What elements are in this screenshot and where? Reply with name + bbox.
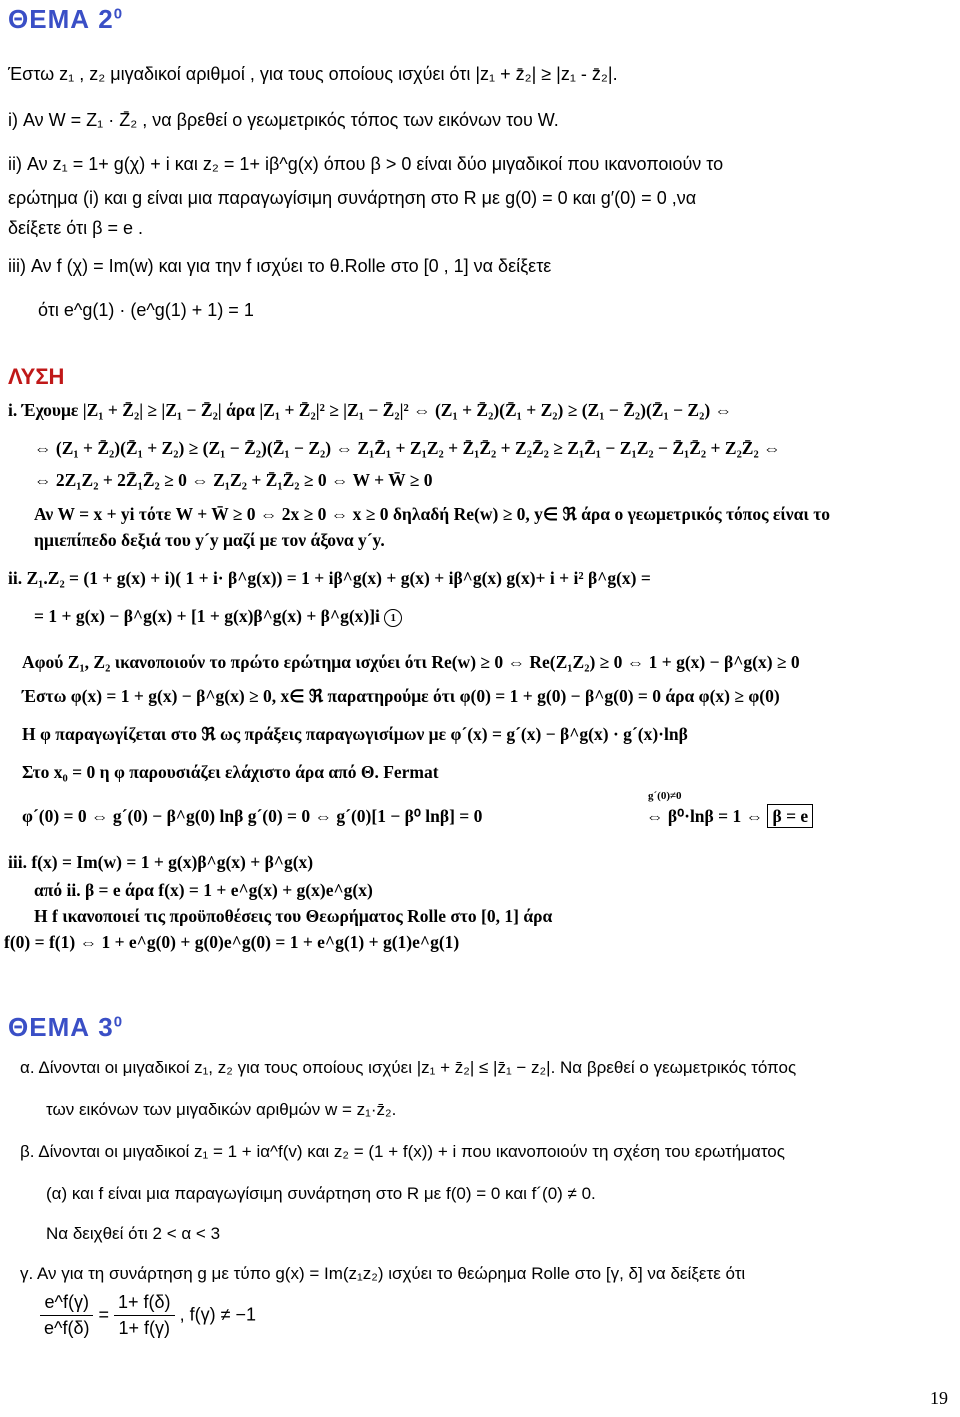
- theme2-question-i: i) Αν W = Z₁ · Z̄₂ , να βρεθεί ο γεωμετρικός τόπος των εικόνων του W.: [8, 110, 559, 130]
- theme2-title-text: ΘΕΜΑ 2: [8, 4, 114, 34]
- left-fraction-denominator: e^f(δ): [44, 1318, 90, 1338]
- solution-ii-line7-end: [646, 806, 813, 827]
- solution-ii-line7-text: φ´(0) = 0 ⇔ g´(0) − β^g(0) lnβ g´(0) = 0 ⇔ g´(0)[1 − β⁰ lnβ] = 0: [22, 806, 483, 826]
- theme3-title: [8, 1012, 123, 1043]
- result-box: β = e: [767, 804, 813, 828]
- right-fraction-numerator: 1+ f(δ): [114, 1292, 175, 1316]
- solution-ii-line3: Αφού Z₁, Z₂ ικανοποιούν το πρώτο ερώτημα ισχύει ότι Re(w) ≥ 0 ⇔ Re(Z₁Z₂) ≥ 0 ⇔ 1 + g(x) − β^g(x) ≥ 0: [22, 652, 800, 672]
- theme2-title: [8, 4, 123, 35]
- solution-i-line4: Αν W = x + yi τότε W + W̄ ≥ 0 ⇔ 2x ≥ 0 ⇔ x ≥ 0 δηλαδή Re(w) ≥ 0, y∈ ℜ άρα ο γεωμετρικός τόπος είναι το: [34, 504, 831, 524]
- left-fraction: [40, 1292, 93, 1339]
- theme2-question-ii-line3: δείξετε ότι β = e .: [8, 218, 144, 238]
- solution-i-line2: ⇔ (Z₁ + Z̄₂)(Z̄₁ + Z₂) ≥ (Z₁ − Z̄₂)(Z̄₁ − Z₂) ⇔ Z₁Z̄₁ + Z₁Z₂ + Z̄₁Z̄₂ + Z₂Z̄₂ ≥ Z₁Z̄₁ − Z₁Z₂ − Z̄₁Z̄₂ + Z₂Z̄₂ ⇔: [34, 438, 781, 458]
- theme3-b-line3: Να δειχθεί ότι 2 < α < 3: [46, 1224, 221, 1243]
- solution-iii-line2: από ii. β = e άρα f(x) = 1 + e^g(x) + g(x)e^g(x): [34, 880, 373, 900]
- solution-ii-line7-conclusion: ⇔ β⁰·lnβ = 1 ⇔: [646, 806, 764, 826]
- solution-ii-line2: [34, 606, 402, 627]
- solution-i-line5: ημιεπίπεδο δεξιά του y´y μαζί με τον άξονα y´y.: [34, 530, 385, 550]
- solution-ii-line1: ii. Z₁.Z₂ = (1 + g(x) + i)( 1 + i· β^g(x)) = 1 + iβ^g(x) + g(x) + iβ^g(x) g(x)+ i + i² β^g(x) =: [8, 568, 651, 588]
- condition: , f(γ) ≠ −1: [179, 1304, 256, 1325]
- theme2-intro: Έστω z₁ , z₂ μιγαδικοί αριθμοί , για τους οποίους ισχύει ότι |z₁ + z̄₂| ≥ |z₁ - z̄₂|.: [8, 64, 618, 84]
- left-fraction-numerator: e^f(γ): [40, 1292, 93, 1316]
- solution-ii-note: g´(0)≠0: [648, 790, 682, 802]
- equals-sign: =: [98, 1304, 109, 1325]
- right-fraction-denominator: 1+ f(γ): [118, 1318, 171, 1338]
- theme3-a-line2: των εικόνων των μιγαδικών αριθμών w = z₁·z̄₂.: [46, 1100, 397, 1119]
- theme3-c-line1: γ. Αν για τη συνάρτηση g με τύπο g(x) = Im(z₁z₂) ισχύει το θεώρημα Rolle στο [γ, δ] να δείξετε ότι: [20, 1264, 746, 1283]
- theme3-title-text: ΘΕΜΑ 3: [8, 1012, 114, 1042]
- solution-i-line1: i. Έχουμε |Z₁ + Z̄₂| ≥ |Z₁ − Z̄₂| άρα |Z₁ + Z̄₂|² ≥ |Z₁ − Z̄₂|² ⇔ (Z₁ + Z̄₂)(Z̄₁ + Z₂) ≥ (Z₁ − Z̄₂)(Z̄₁ − Z₂) ⇔: [8, 400, 733, 420]
- solution-iii-line3: Η f ικανοποιεί τις προϋποθέσεις του Θεωρήματος Rolle στο [0, 1] άρα: [34, 906, 553, 926]
- solution-ii-line7: [22, 806, 482, 827]
- page-number: 19: [930, 1388, 948, 1408]
- solution-ii-line6: Στο x₀ = 0 η φ παρουσιάζει ελάχιστο άρα από Θ. Fermat: [22, 762, 439, 782]
- theme3-b-line1: β. Δίνονται οι μιγαδικοί z₁ = 1 + iα^f(v) και z₂ = (1 + f(x)) + i που ικανοποιούν τη σχέση του ερωτήματος: [20, 1142, 785, 1161]
- solution-i-line3: ⇔ 2Z₁Z₂ + 2Z̄₁Z̄₂ ≥ 0 ⇔ Z₁Z₂ + Z̄₁Z̄₂ ≥ 0 ⇔ W + W̄ ≥ 0: [34, 470, 433, 490]
- solution-ii-line4: Έστω φ(x) = 1 + g(x) − β^g(x) ≥ 0, x∈ ℜ παρατηρούμε ότι φ(0) = 1 + g(0) − β^g(0) = 0 άρα φ(x) ≥ φ(0): [22, 686, 780, 706]
- solution-iii-line1: iii. f(x) = Im(w) = 1 + g(x)β^g(x) + β^g(x): [8, 852, 314, 872]
- solution-ii-line2-text: = 1 + g(x) − β^g(x) + [1 + g(x)β^g(x) + β^g(x)]i: [34, 606, 380, 626]
- theme2-question-ii-line2: ερώτημα (i) και g είναι μια παραγωγίσιμη συνάρτηση στο R με g(0) = 0 και g′(0) = 0 ,να: [8, 188, 697, 208]
- equation-marker: 1: [384, 609, 402, 627]
- theme2-question-iii-line1: iii) Αν f (χ) = Im(w) και για την f ισχύει το θ.Rolle στο [0 , 1] να δείξετε: [8, 256, 552, 276]
- solution-iii-line4: f(0) = f(1) ⇔ 1 + e^g(0) + g(0)e^g(0) = 1 + e^g(1) + g(1)e^g(1): [4, 932, 460, 952]
- theme2-title-sup: 0: [113, 5, 124, 23]
- theme3-a-line1: α. Δίνονται οι μιγαδικοί z₁, z₂ για τους οποίους ισχύει |z₁ + z̄₂| ≤ |z̄₁ − z₂|. Να βρεθεί ο γεωμετρικός τόπος: [20, 1058, 797, 1077]
- theme2-question-iii-line2: ότι e^g(1) · (e^g(1) + 1) = 1: [38, 300, 254, 320]
- solution-ii-line5: Η φ παραγωγίζεται στο ℜ ως πράξεις παραγωγισίμων με φ´(x) = g´(x) − β^g(x) · g´(x)·lnβ: [22, 724, 688, 744]
- right-fraction: [114, 1292, 175, 1339]
- theme3-c-equation: [40, 1292, 256, 1339]
- theme2-question-ii-line1: ii) Αν z₁ = 1+ g(χ) + i και z₂ = 1+ iβ^g(x) όπου β > 0 είναι δύο μιγαδικοί που ικανοποιούν το: [8, 154, 724, 174]
- theme3-title-sup: 0: [113, 1013, 124, 1031]
- solution-heading: ΛΥΣΗ: [8, 364, 65, 389]
- theme3-b-line2: (α) και f είναι μια παραγωγίσιμη συνάρτηση στο R με f(0) = 0 και f´(0) ≠ 0.: [46, 1184, 596, 1203]
